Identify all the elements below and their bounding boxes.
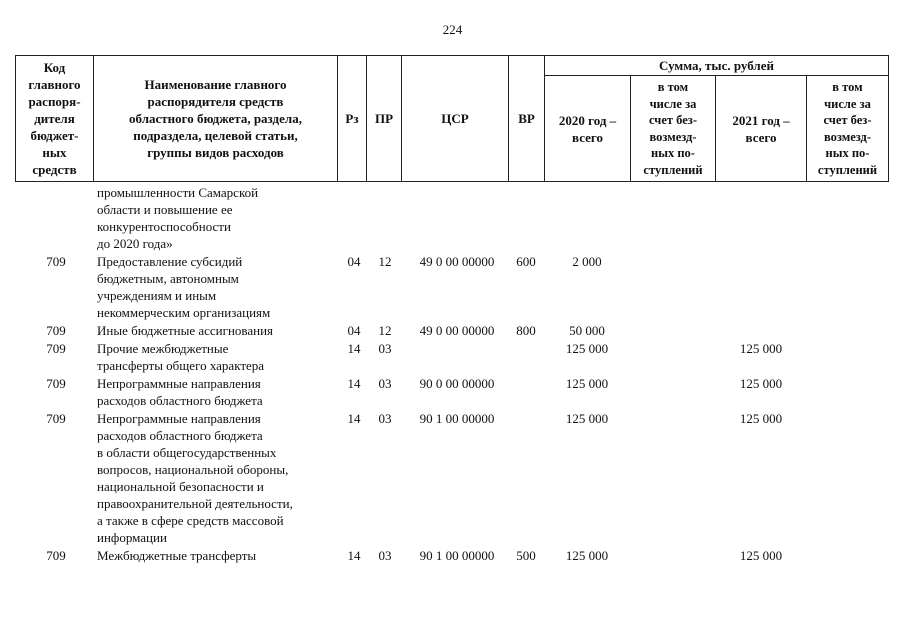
row-pr: 12 (378, 254, 392, 269)
row-code: 709 (46, 548, 66, 563)
header-csr: ЦСР (441, 111, 469, 126)
row-pr: 03 (378, 341, 392, 356)
row-csr: 90 1 00 00000 (419, 548, 495, 563)
header-name: Наименование главного распорядителя средств областного бюджета, раздела, подраздела, целевой статьи, группы видов расходов (129, 77, 302, 160)
header-vline (888, 55, 889, 182)
row-sum-2020: 2 000 (572, 254, 602, 269)
row-rz: 14 (347, 376, 361, 391)
header-2021-grants: в том числе за счет без- возмезд- ных по- ступлений (817, 80, 878, 177)
row-pr: 12 (378, 323, 392, 338)
header-2021-total: 2021 год – всего (732, 112, 790, 145)
row-sum-2021: 125 000 (739, 548, 783, 563)
header-sum-title: Сумма, тыс. рублей (659, 58, 774, 73)
row-pr: 03 (378, 376, 392, 391)
row-name: Непрограммные направления расходов областного бюджета в области общегосударственных вопросов, национальной обороны, национальной безопасности и правоохранительной деятельности, а также в сфере средств массовой информации (97, 411, 293, 545)
row-code: 709 (46, 254, 66, 269)
row-csr: 90 0 00 00000 (419, 376, 495, 391)
row-csr: 49 0 00 00000 (419, 254, 495, 269)
row-code: 709 (46, 411, 66, 426)
row-sum-2021: 125 000 (739, 376, 783, 391)
row-name: Непрограммные направления расходов областного бюджета (97, 376, 263, 408)
row-csr: 49 0 00 00000 (419, 323, 495, 338)
row-name: Прочие межбюджетные трансферты общего характера (97, 341, 265, 373)
row-rz: 14 (347, 548, 361, 563)
row-sum-2020: 125 000 (565, 411, 609, 426)
row-rz: 14 (347, 411, 361, 426)
header-bottom-border (15, 181, 889, 182)
row-name: промышленности Самарской области и повышение ее конкурентоспособности до 2020 года» (97, 185, 259, 251)
row-rz: 04 (347, 254, 361, 269)
row-code: 709 (46, 341, 66, 356)
row-vr: 800 (516, 323, 536, 338)
row-sum-2020: 125 000 (565, 341, 609, 356)
header-2020-grants: в том числе за счет без- возмезд- ных по- ступлений (643, 80, 703, 177)
header-2020-total: 2020 год – всего (558, 112, 617, 145)
header-pr: ПР (374, 111, 394, 126)
header-code: Код главного распоря- дителя бюджет- ных средств (28, 60, 81, 177)
row-sum-2020: 125 000 (565, 548, 609, 563)
row-sum-2021: 125 000 (739, 341, 783, 356)
row-rz: 04 (347, 323, 361, 338)
row-csr: 90 1 00 00000 (419, 411, 495, 426)
row-sum-2021: 125 000 (739, 411, 783, 426)
row-rz: 14 (347, 341, 361, 356)
row-name: Предоставление субсидий бюджетным, автономным учреждениям и иным некоммерческим организациям (97, 254, 271, 320)
row-sum-2020: 50 000 (569, 323, 605, 338)
row-name: Иные бюджетные ассигнования (97, 323, 274, 338)
row-sum-2020: 125 000 (565, 376, 609, 391)
row-pr: 03 (378, 548, 392, 563)
row-name: Межбюджетные трансферты (97, 548, 257, 563)
header-rz: Рз (345, 111, 359, 126)
row-code: 709 (46, 376, 66, 391)
page-number: 224 (442, 22, 463, 37)
row-code: 709 (46, 323, 66, 338)
row-vr: 600 (516, 254, 536, 269)
row-vr: 500 (516, 548, 536, 563)
row-pr: 03 (378, 411, 392, 426)
header-vr: ВР (518, 111, 535, 126)
